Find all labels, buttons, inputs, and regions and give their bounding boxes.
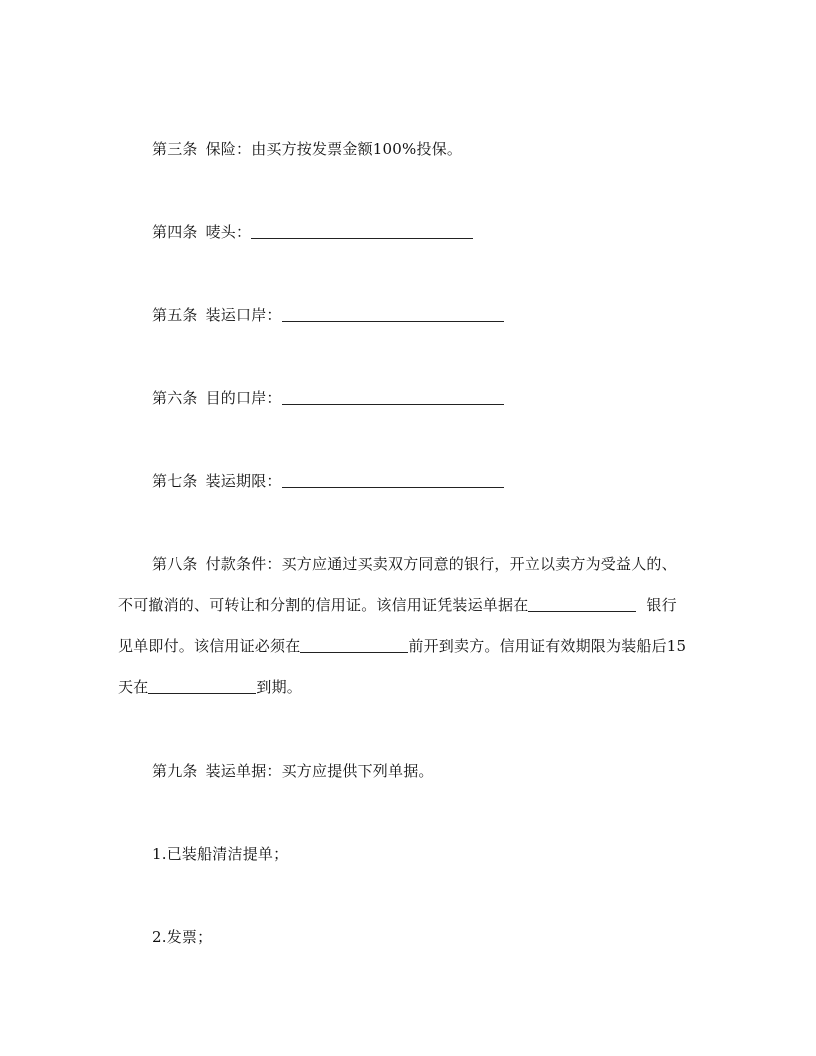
list-item xyxy=(152,927,752,947)
article-8-text-3b: 前开到卖方。信用证有效期限为装船后15 xyxy=(408,637,687,655)
port-of-destination-blank[interactable] xyxy=(282,390,504,405)
article-9-text: 装运单据：买方应提供下列单据。 xyxy=(205,762,434,780)
article-3-heading: 第三条 xyxy=(152,140,198,158)
list-item xyxy=(152,844,752,864)
lc-expiry-place-blank[interactable] xyxy=(148,679,256,694)
article-6 xyxy=(152,388,752,408)
article-8-heading: 第八条 xyxy=(152,555,198,573)
list-item-text: 2.发票； xyxy=(152,928,213,946)
article-8-text-1: 付款条件：买方应通过买卖双方同意的银行，开立以卖方为受益人的、 xyxy=(205,555,677,573)
lc-open-date-blank[interactable] xyxy=(300,638,408,653)
article-9-heading: 第九条 xyxy=(152,762,198,780)
article-8-line-3 xyxy=(118,636,718,656)
article-5-label: 装运口岸： xyxy=(205,306,282,324)
list-item-text: 1.已装船清洁提单； xyxy=(152,845,289,863)
article-5 xyxy=(152,305,752,325)
article-6-label: 目的口岸： xyxy=(205,389,282,407)
article-8-line-1 xyxy=(152,554,752,574)
article-3-text: 保险：由买方按发票金额100%投保。 xyxy=(205,140,463,158)
article-8-text-4a: 天在 xyxy=(118,678,149,696)
article-7 xyxy=(152,471,752,491)
article-3 xyxy=(152,139,752,159)
article-9 xyxy=(152,761,752,781)
port-of-loading-blank[interactable] xyxy=(282,307,504,322)
article-5-heading: 第五条 xyxy=(152,306,198,324)
article-8-text-4b: 到期。 xyxy=(256,678,303,696)
article-7-heading: 第七条 xyxy=(152,472,198,490)
article-7-label: 装运期限： xyxy=(205,472,282,490)
article-8-line-2 xyxy=(118,595,718,615)
article-8-line-4 xyxy=(118,677,718,697)
shipment-period-blank[interactable] xyxy=(282,473,504,488)
article-8-text-2a: 不可撤消的、可转让和分割的信用证。该信用证凭装运单据在 xyxy=(118,596,529,614)
bank-name-blank[interactable] xyxy=(528,597,636,612)
article-6-heading: 第六条 xyxy=(152,389,198,407)
article-8-text-2b: 银行 xyxy=(646,596,677,614)
article-4-heading: 第四条 xyxy=(152,223,198,241)
article-8-text-3a: 见单即付。该信用证必须在 xyxy=(118,637,301,655)
article-4-label: 唛头： xyxy=(205,223,252,241)
article-4 xyxy=(152,222,752,242)
shipping-mark-blank[interactable] xyxy=(251,224,473,239)
